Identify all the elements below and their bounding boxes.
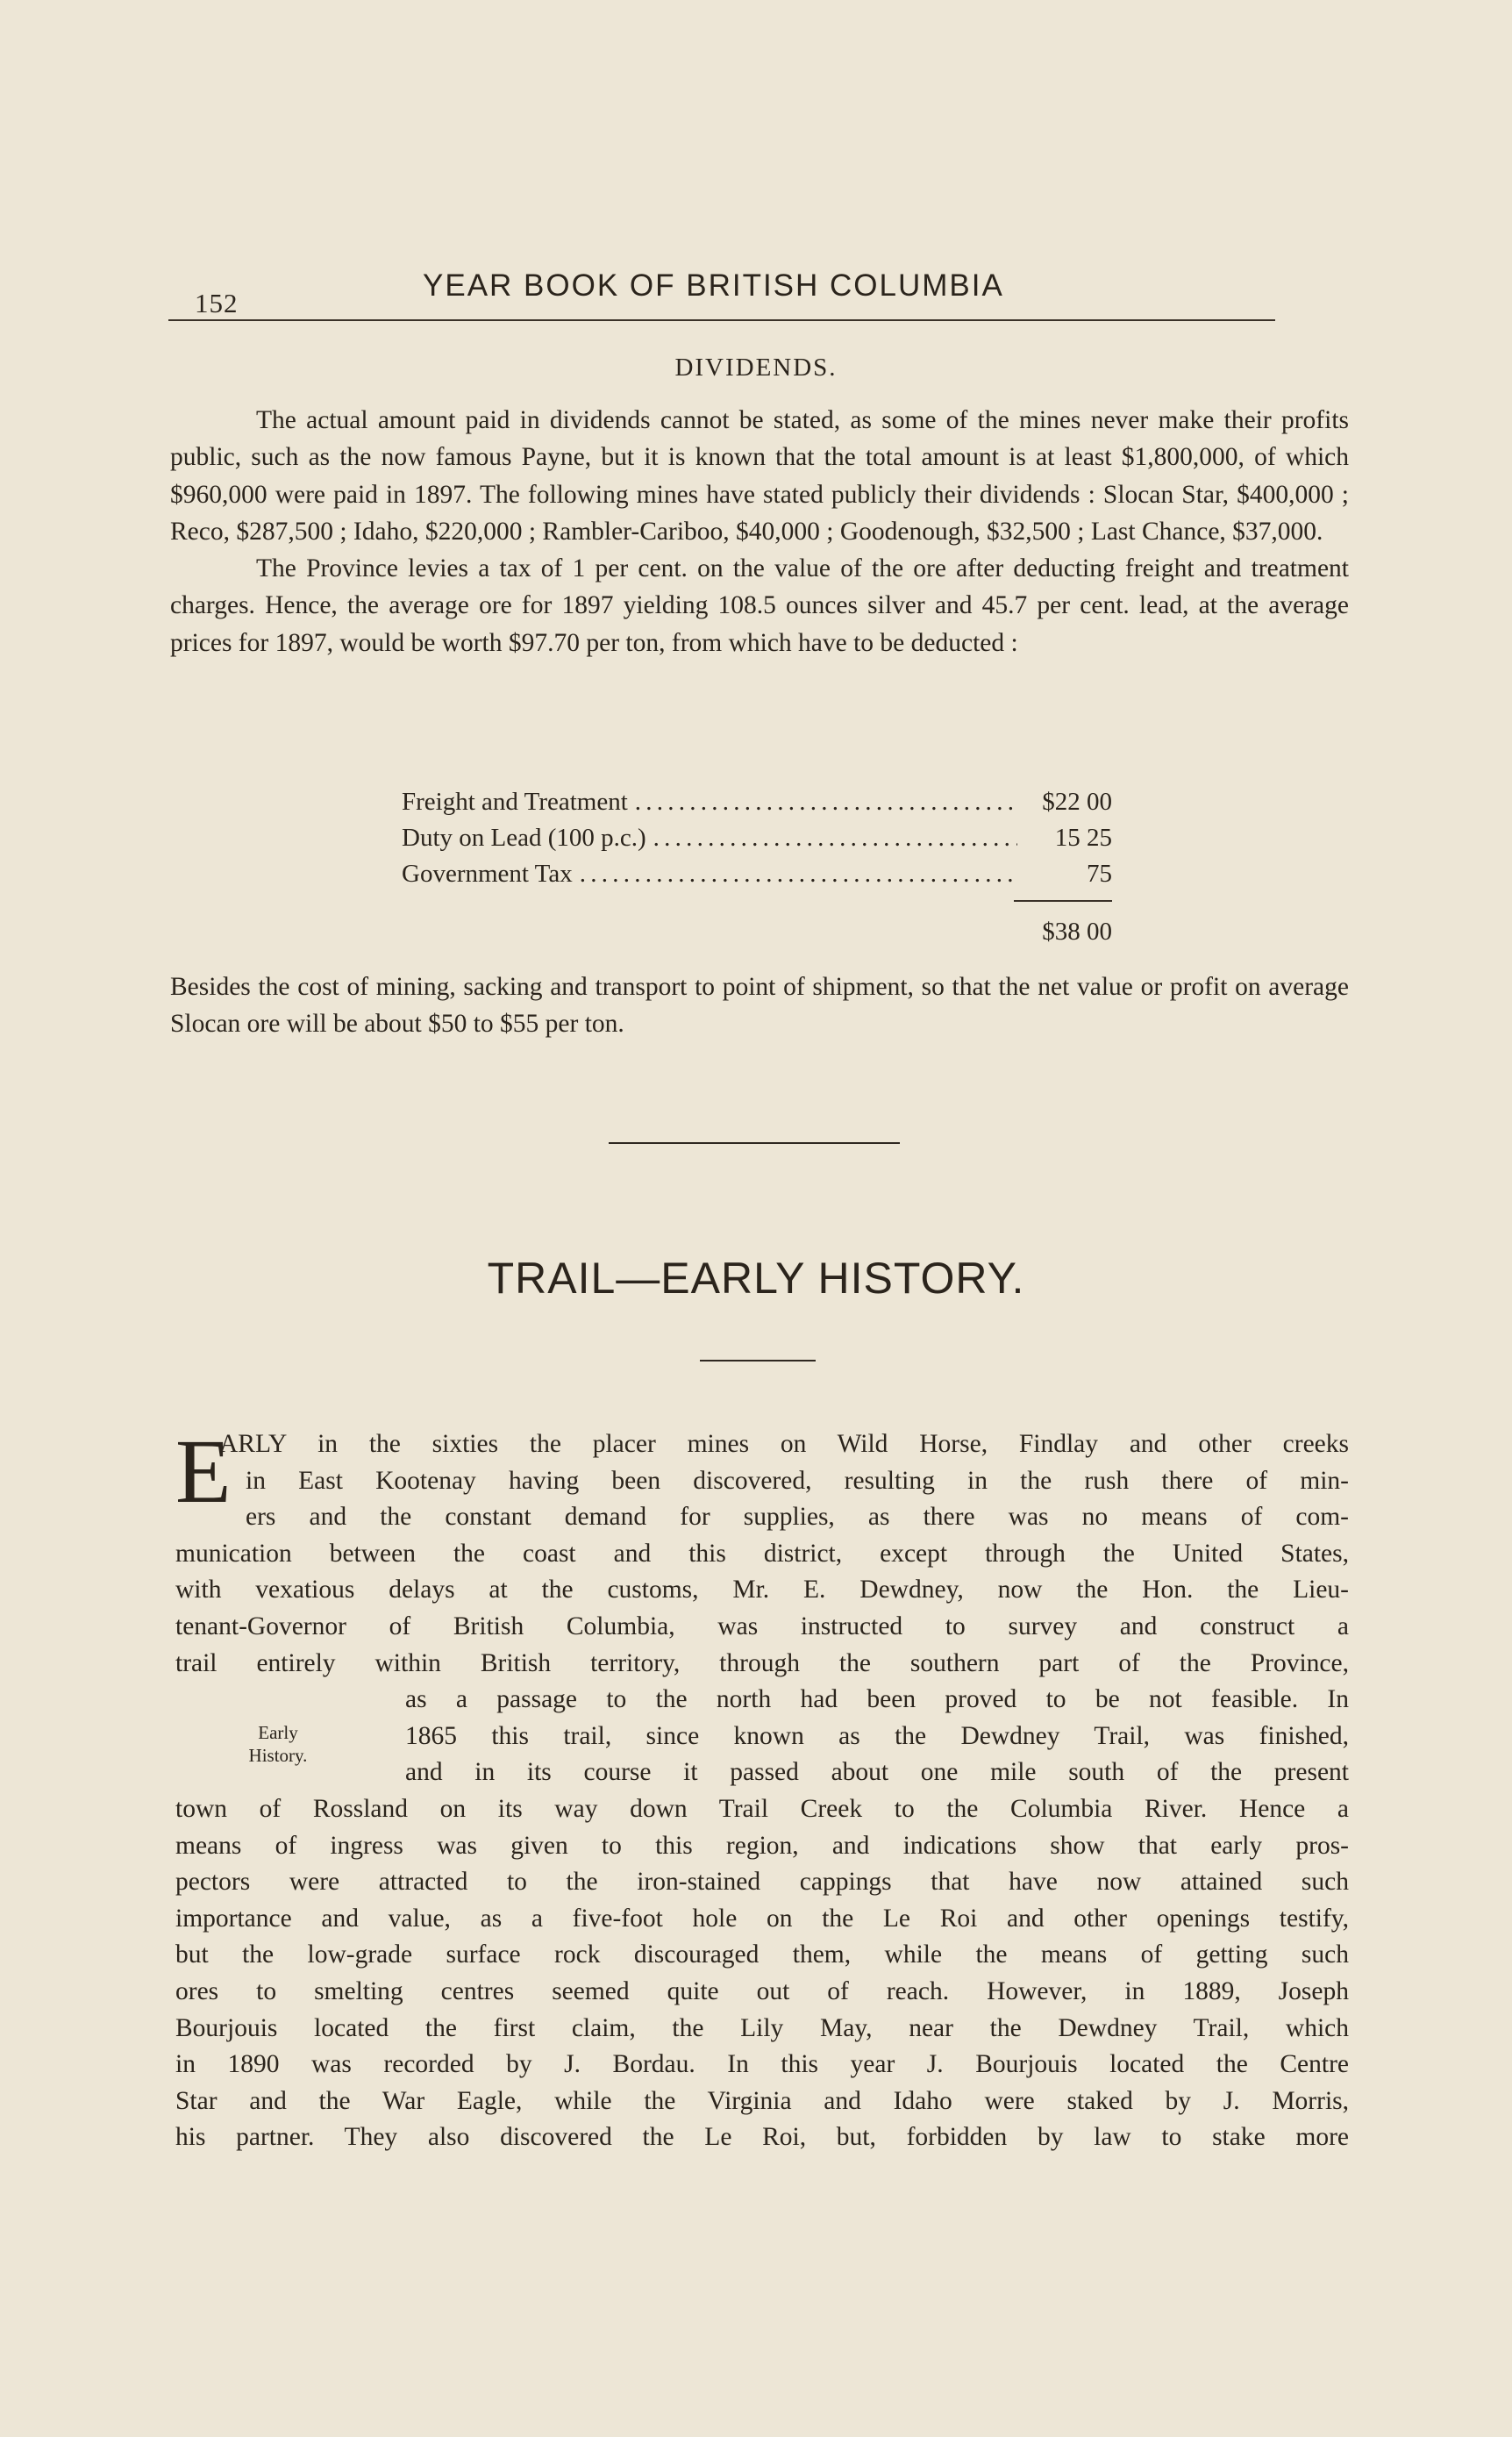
margin-note-line: History. [248,1745,308,1766]
text-line: his partner. They also discovered the Le Roi, but, forbidden by law to stake more [175,2123,1349,2152]
deduction-row [402,788,1112,824]
dividends-closing [170,968,1349,1043]
book-title: YEAR BOOK OF BRITISH COLUMBIA [423,268,1004,303]
text-line: Star and the War Eagle, while the Virginia and Idaho were staked by J. Morris, [175,2086,1349,2115]
trail-title: TRAIL—EARLY HISTORY. [487,1254,1025,1303]
deduction-amount: $22 00 [1042,788,1112,816]
running-head [168,268,1275,318]
text-line: munication between the coast and this district, except through the United States, [175,1539,1349,1568]
text-line: as a passage to the north had been proved to be not feasible. In [405,1685,1349,1714]
text-line: in 1890 was recorded by J. Bordau. In this year J. Bourjouis located the Centre [175,2050,1349,2079]
text-line: and in its course it passed about one mile south of the present [405,1758,1349,1787]
trail-history-text [175,1421,1349,2156]
text-line: with vexatious delays at the customs, Mr. E. Dewdney, now the Hon. the Lieu- [175,1576,1349,1604]
text-line: means of ingress was given to this region, and indications show that early pros- [175,1831,1349,1860]
deduction-amount: 75 [1087,860,1112,888]
text-line: ores to smelting centres seemed quite out of reach. However, in 1889, Joseph [175,1976,1349,2005]
dot-leader [653,824,1017,853]
text-line: but the low-grade surface rock discouraged them, while the means of getting such [175,1940,1349,1969]
dividends-heading: DIVIDENDS. [674,354,838,382]
section-divider [609,1142,900,1144]
dividends-paragraph-2: The Province levies a tax of 1 per cent. on the value of the ore after deducting freight and treatment charges. Hence, the average ore for 1897 yielding 108.5 ounces silver and 45.7 per cent. lead, at the average prices for 1897, would be worth $97.70 per ton, from which have to be deducted : [170,554,1349,657]
deduction-total: $38 00 [1042,918,1112,946]
text-line: ARLY in the sixties the placer mines on Wild Horse, Findlay and other creeks [219,1430,1349,1458]
deduction-amount: 15 25 [1054,824,1112,852]
dividends-paragraph-1: The actual amount paid in dividends cannot be stated, as some of the mines never make their profits public, such as the now famous Payne, but it is known that the total amount is at least $1,800,000, of which $960,000 were paid in 1897. The following mines have stated publicly their dividends : Slocan Star, $400,000 ; Reco, $287,500 ; Idaho, $220,000 ; Rambler-Cariboo, $40,000 ; Goodenough, $32,500 ; Last Chance, $37,000. [170,406,1349,546]
deduction-label: Government Tax [402,860,573,888]
page-number: 152 [195,288,239,318]
dot-leader [635,788,1017,817]
deduction-row [402,824,1112,860]
margin-note-line: Early [258,1722,298,1743]
dividends-text [170,402,1349,661]
dividends-paragraph-3: Besides the cost of mining, sacking and transport to point of shipment, so that the net value or profit on average Slocan ore will be about $50 to $55 per ton. [170,973,1349,1039]
text-line: pectors were attracted to the iron-stained cappings that have now attained such [175,1868,1349,1897]
deduction-row [402,860,1112,896]
deduction-label: Freight and Treatment [402,788,628,816]
deduction-label: Duty on Lead (100 p.c.) [402,824,646,852]
dot-leader [580,860,1017,889]
sum-rule [1014,900,1112,902]
deductions-table [402,788,1112,896]
text-line: tenant-Governor of British Columbia, was instructed to survey and construct a [175,1612,1349,1640]
title-underline [700,1360,816,1361]
text-line: 1865 this trail, since known as the Dewdney Trail, was finished, [405,1721,1349,1750]
text-line: town of Rossland on its way down Trail Creek to the Columbia River. Hence a [175,1794,1349,1823]
text-line: in East Kootenay having been discovered, resulting in the rush there of min- [246,1466,1349,1495]
text-line: Bourjouis located the first claim, the Lily May, near the Dewdney Trail, which [175,2013,1349,2042]
drop-cap: E [175,1421,232,1522]
text-line: ers and the constant demand for supplies, as there was no means of com- [246,1503,1349,1532]
header-rule [168,319,1275,321]
text-line: trail entirely within British territory, through the southern part of the Province, [175,1648,1349,1677]
text-line: importance and value, as a five-foot hole on the Le Roi and other openings testify, [175,1904,1349,1933]
